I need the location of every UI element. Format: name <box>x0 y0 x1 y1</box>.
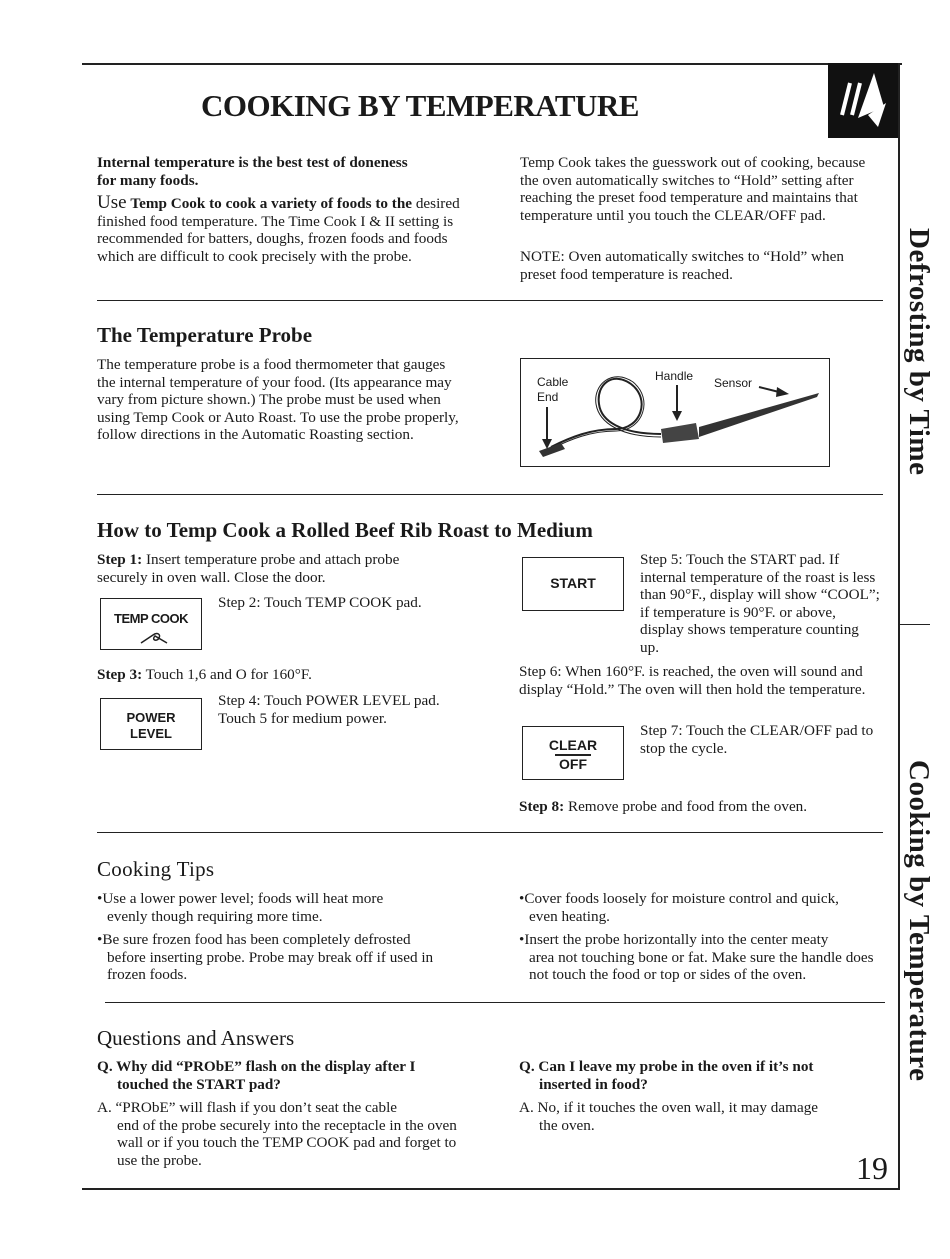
clear-off-pad[interactable] <box>522 726 624 780</box>
clear-pad-label: CLEAR <box>548 737 598 753</box>
step8-text: Remove probe and food from the oven. <box>567 798 808 815</box>
cable-end-label: Cable End <box>537 375 569 404</box>
probe-text: The temperature probe is a food thermometer that gauges the internal temperature of your food. (Its appearance may vary from picture shown.) The probe must be used when using Temp Cook or Auto Roast. To use the probe properly, follow directions in the Automatic Roasting section. <box>97 356 459 443</box>
intro-note: NOTE: Oven automatically switches to “Hold” when preset food temperature is reached. <box>520 248 844 283</box>
howto-heading: How to Temp Cook a Rolled Beef Rib Roast to Medium <box>97 518 593 542</box>
intro-bold-1: Internal temperature is the best test of doneness <box>97 154 408 171</box>
a2-first: A. No, if it touches the oven wall, it may damage <box>519 1099 819 1116</box>
probe-mini-icon <box>139 631 169 645</box>
tip-2-first: •Be sure frozen food has been completely defrosted <box>97 931 411 948</box>
step8 <box>519 798 879 816</box>
tip-2 <box>97 931 457 984</box>
page-number: 19 <box>856 1150 888 1186</box>
step5: Step 5: Touch the START pad. If internal temperature of the roast is less than 90°F., display will show “COOL”; if temperature is 90°F. or above, display shows temperature counting up. <box>640 551 880 656</box>
tab-separator <box>898 624 930 625</box>
section-rule-1 <box>97 300 883 301</box>
tip-4-rest: area not touching bone or fat. Make sure the handle does not touch the food or top or sides of the oven. <box>529 948 874 983</box>
tip-4-first: •Insert the probe horizontally into the center meaty <box>519 931 829 948</box>
step3-label: Step 3: <box>97 666 143 683</box>
probe-heading: The Temperature Probe <box>97 323 313 347</box>
bottom-rule <box>82 1188 900 1190</box>
intro-lead: Use <box>97 192 127 213</box>
step2: Step 2: Touch TEMP COOK pad. <box>218 594 422 611</box>
question-1 <box>97 1058 467 1093</box>
step8-label: Step 8: <box>519 798 565 815</box>
tip-2-rest: before inserting probe. Probe may break off if used in frozen foods. <box>107 948 434 983</box>
handle-label: Handle <box>655 369 694 383</box>
step1 <box>97 551 447 586</box>
power-level-pad[interactable] <box>100 698 202 750</box>
q2-rest: inserted in food? <box>539 1075 648 1093</box>
step3-text: Touch 1,6 and O for 160°F. <box>145 666 312 683</box>
q2-first: Q. Can I leave my probe in the oven if it’s not <box>519 1058 814 1075</box>
intro-bold: Temp Cook to cook a variety of foods to the <box>130 195 413 212</box>
tips-heading: Cooking Tips <box>97 857 215 881</box>
intro-right-para: Temp Cook takes the guesswork out of cooking, because the oven automatically switches to “Hold” setting after reaching the preset food temperature and maintains that temperature until you touch the CLEAR/OFF pad. <box>520 154 866 224</box>
side-tab-cooking-temperature: Cooking by Temperature <box>903 760 935 1082</box>
tip-4 <box>519 931 884 984</box>
q1-rest: touched the START pad? <box>117 1075 281 1093</box>
section-rule-4 <box>105 1002 885 1003</box>
step6: Step 6: When 160°F. is reached, the oven will sound and display “Hold.” The oven will then hold the temperature. <box>519 663 866 698</box>
tip-3-first: •Cover foods loosely for moisture control and quick, <box>519 890 839 907</box>
tip-1-first: •Use a lower power level; foods will heat more <box>97 890 384 907</box>
tip-1-rest: evenly though requiring more time. <box>107 907 323 925</box>
sensor-label: Sensor <box>714 376 753 390</box>
side-tab-defrosting: Defrosting by Time <box>903 228 935 476</box>
intro-bold-2: for many foods. <box>97 172 199 189</box>
a1-rest: end of the probe securely into the receptacle in the oven wall or if you touch the TEMP COOK pad and forget to use the probe. <box>117 1116 457 1169</box>
section-rule-2 <box>97 494 883 495</box>
top-rule <box>82 63 902 65</box>
intro-rest: desired finished food temperature. The Time Cook I & II setting is recommended for batters, doughs, frozen foods and foods which are difficult to cook precisely with the probe. <box>97 195 460 265</box>
side-rule <box>898 63 900 1190</box>
tip-3 <box>519 890 884 925</box>
q1-first: Q. Why did “PRObE” flash on the display after I <box>97 1058 416 1075</box>
a2-rest: the oven. <box>539 1116 595 1134</box>
a1-first: A. “PRObE” will flash if you don’t seat the cable <box>97 1099 398 1116</box>
start-pad-label: START <box>550 575 596 591</box>
tip-3-rest: even heating. <box>529 907 610 925</box>
temp-cook-pad-label: TEMP COOK <box>114 611 188 626</box>
off-pad-label: OFF <box>559 756 587 772</box>
answer-2 <box>519 1099 879 1134</box>
qa-heading: Questions and Answers <box>97 1026 295 1050</box>
question-2 <box>519 1058 879 1093</box>
page-title: COOKING BY TEMPERATURE <box>201 88 639 123</box>
temp-cook-pad[interactable] <box>100 598 202 650</box>
start-pad[interactable] <box>522 557 624 611</box>
probe-diagram <box>520 358 830 467</box>
step3 <box>97 666 457 684</box>
step4: Step 4: Touch POWER LEVEL pad. Touch 5 for medium power. <box>218 692 440 727</box>
level-pad-label: LEVEL <box>130 726 172 741</box>
step7: Step 7: Touch the CLEAR/OFF pad to stop the cycle. <box>640 722 874 757</box>
tip-1 <box>97 890 457 925</box>
answer-1 <box>97 1099 457 1169</box>
power-pad-label: POWER <box>126 710 176 725</box>
step1-text: Insert temperature probe and attach probe securely in oven wall. Close the door. <box>97 551 400 586</box>
step1-label: Step 1: <box>97 551 143 568</box>
section-rule-3 <box>97 832 883 833</box>
intro-paragraph <box>97 194 469 265</box>
